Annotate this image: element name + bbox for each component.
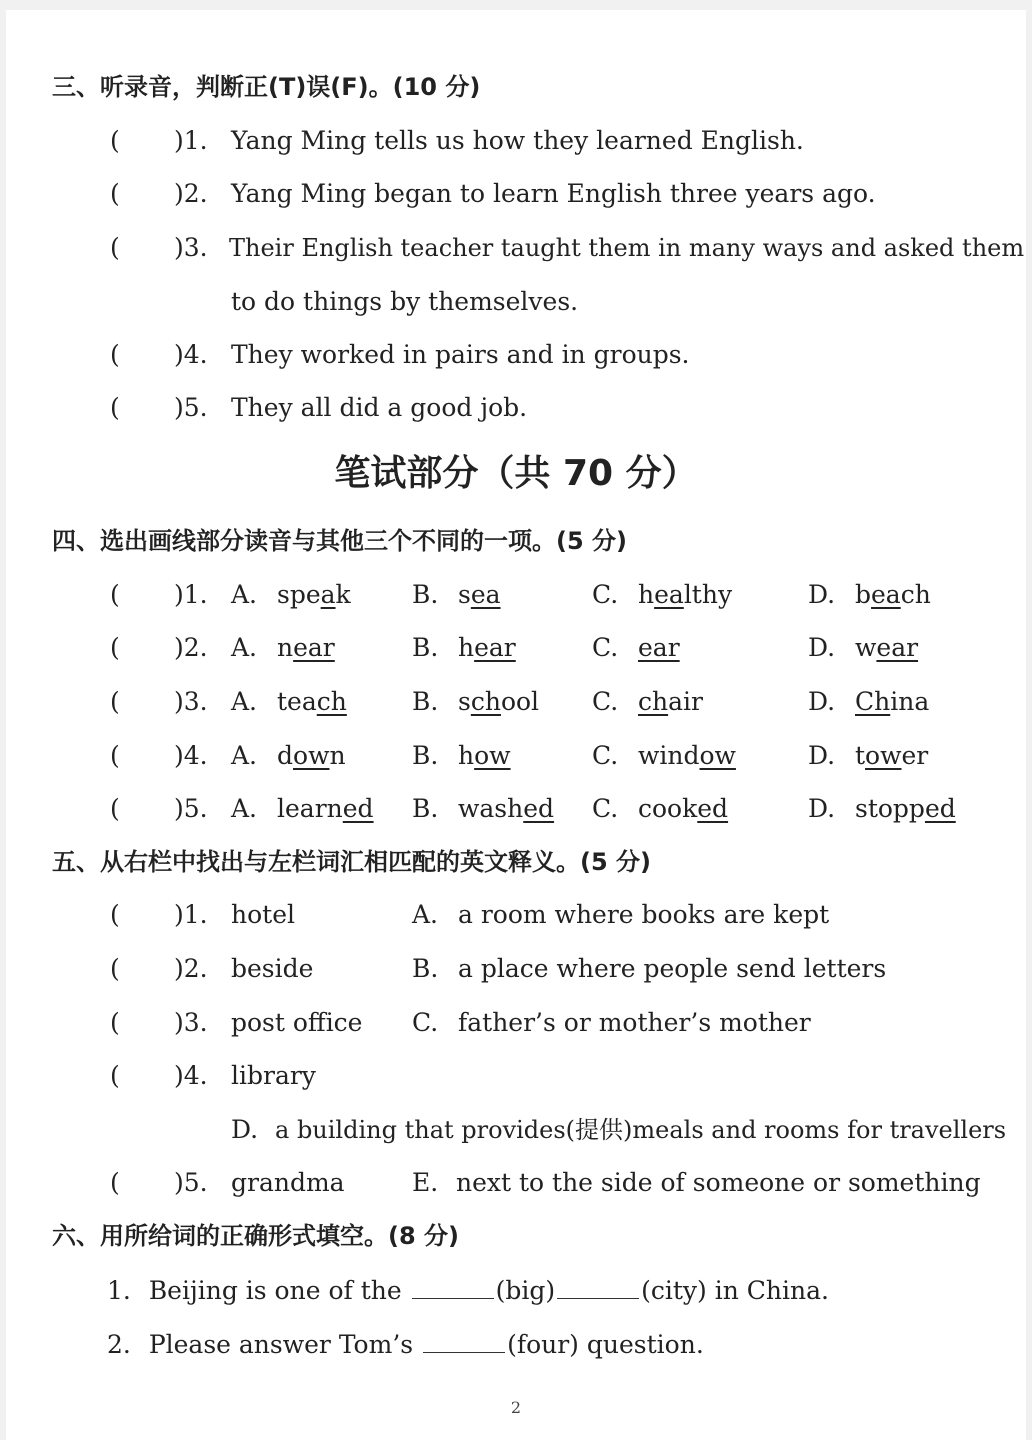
answer-blank[interactable] bbox=[423, 1328, 505, 1353]
section-4-heading: 四、选出画线部分读音与其他三个不同的一项。(5 分) bbox=[52, 527, 627, 555]
page-number: 2 bbox=[510, 1398, 522, 1417]
section-3-heading: 三、听录音，判断正(T)误(F)。(10 分) bbox=[52, 73, 481, 101]
section-6-heading: 六、用所给词的正确形式填空。(8 分) bbox=[52, 1222, 459, 1250]
written-part-title: 笔试部分（共 70 分） bbox=[334, 453, 698, 494]
s6-question-2: 2. Please answer Tom’s (four) question. bbox=[107, 1330, 704, 1359]
section-5-heading: 五、从右栏中找出与左栏词汇相匹配的英文释义。(5 分) bbox=[52, 848, 651, 876]
answer-blank[interactable] bbox=[412, 1274, 494, 1299]
s6-question-1: 1. Beijing is one of the (big) (city) in China. bbox=[107, 1276, 829, 1305]
answer-blank[interactable] bbox=[557, 1274, 639, 1299]
